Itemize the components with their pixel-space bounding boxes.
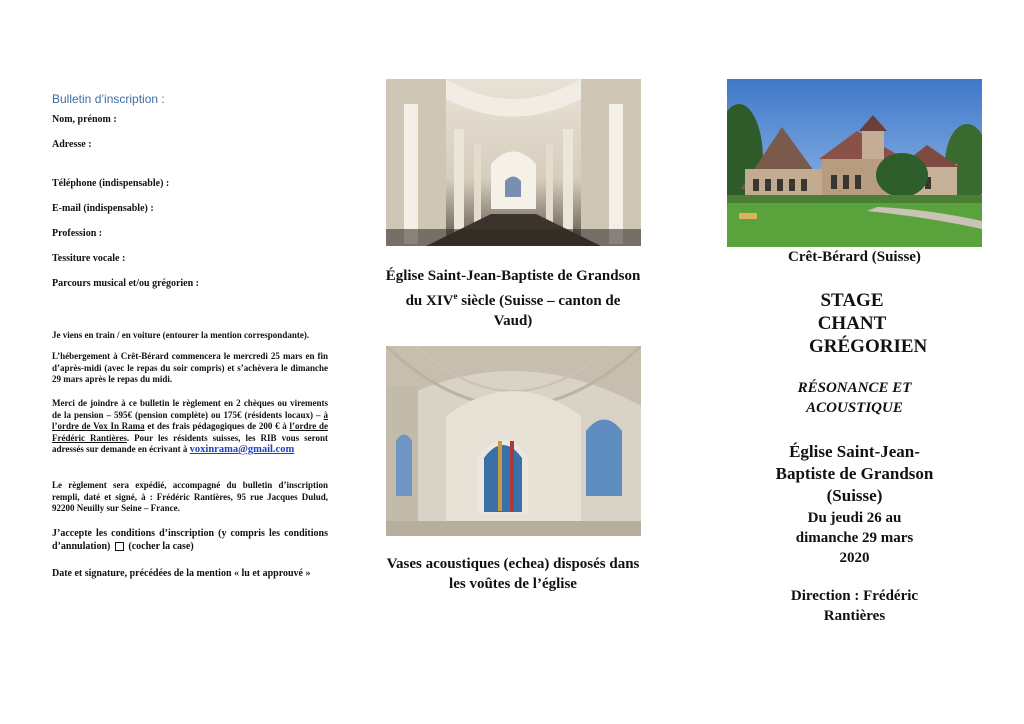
stage-title: STAGE CHANT GRÉGORIEN — [809, 290, 928, 357]
caption-church-text-a: Église Saint-Jean-Baptiste de Grandson du XIV — [385, 268, 641, 309]
signature-note: Date et signature, précédées de la mention « lu et approuvé » — [52, 568, 311, 579]
payment-text-a: Merci de joindre à ce bulletin le règlement en 2 chèques ou virements de la pension – 595€ (pension complète) ou 175€ (résidents locaux) – — [52, 398, 328, 420]
vaults-photo — [386, 346, 641, 536]
accommodation-note: L’hébergement à Crêt-Bérard commencera le mercredi 25 mars en fin d’après-midi (avec le repas du soir compris) et s’achèvera le dimanche 29 mars après le repas du midi. — [52, 351, 328, 384]
cover-panel — [727, 0, 982, 724]
payment-note — [52, 398, 328, 456]
caption-church-text-b: siècle (Suisse – canton de Vaud) — [457, 293, 621, 329]
payment-payee-1: à l’ordre de Vox In Rama — [52, 409, 328, 431]
caption-vaults: Vases acoustiques (echea) disposés dans les voûtes de l’église — [386, 556, 640, 592]
acceptance-line — [52, 527, 328, 553]
acceptance-checkbox[interactable] — [115, 542, 124, 551]
field-music-background: Parcours musical et/ou grégorien : — [52, 278, 200, 289]
direction: Direction : Frédéric Rantières — [790, 588, 919, 624]
acceptance-hint: (cocher la case) — [128, 541, 194, 552]
field-address: Adresse : — [52, 139, 92, 150]
payment-text-b: et des frais pédagogiques de 200 € à — [144, 421, 290, 431]
field-name: Nom, prénom : — [52, 114, 117, 125]
field-profession: Profession : — [52, 228, 103, 239]
field-voice: Tessiture vocale : — [52, 253, 126, 264]
field-phone: Téléphone (indispensable) : — [52, 178, 170, 189]
caption-church-sup: e — [453, 291, 458, 301]
transport-note: Je viens en train / en voiture (entourer la mention correspondante). — [52, 330, 310, 340]
form-title: Bulletin d’inscription : — [52, 92, 165, 106]
payment-payee-2: l’ordre de Frédéric Rantières — [52, 421, 328, 443]
field-email: E-mail (indispensable) : — [52, 203, 154, 214]
acceptance-text: J’accepte les conditions d’inscription (y compris les conditions d’annulation) — [52, 528, 328, 552]
registration-panel — [52, 0, 328, 724]
church-panel — [385, 0, 641, 724]
stage-subtitle: RÉSONANCE ET ACOUSTIQUE — [797, 380, 912, 416]
email-link[interactable]: voxinrama@gmail.com — [189, 444, 295, 455]
place-name: Crêt-Bérard (Suisse) — [788, 249, 921, 265]
caption-church — [385, 266, 641, 331]
church-name: Église Saint-Jean-Baptiste de Grandson (Suisse) — [775, 442, 934, 505]
church-nave-photo — [386, 79, 641, 246]
payment-text-c: . Pour les résidents suisses, les RIB vous seront adressés sur demande en écrivant à — [52, 432, 328, 454]
stage-dates: Du jeudi 26 au dimanche 29 mars 2020 — [795, 510, 914, 566]
cret-berard-photo — [727, 79, 982, 247]
mailing-note: Le règlement sera expédié, accompagné du bulletin d’inscription rempli, daté et signé, à : Frédéric Rantières, 95 rue Jacques Dulud, 92200 Neuilly sur Seine – France. — [52, 480, 328, 513]
